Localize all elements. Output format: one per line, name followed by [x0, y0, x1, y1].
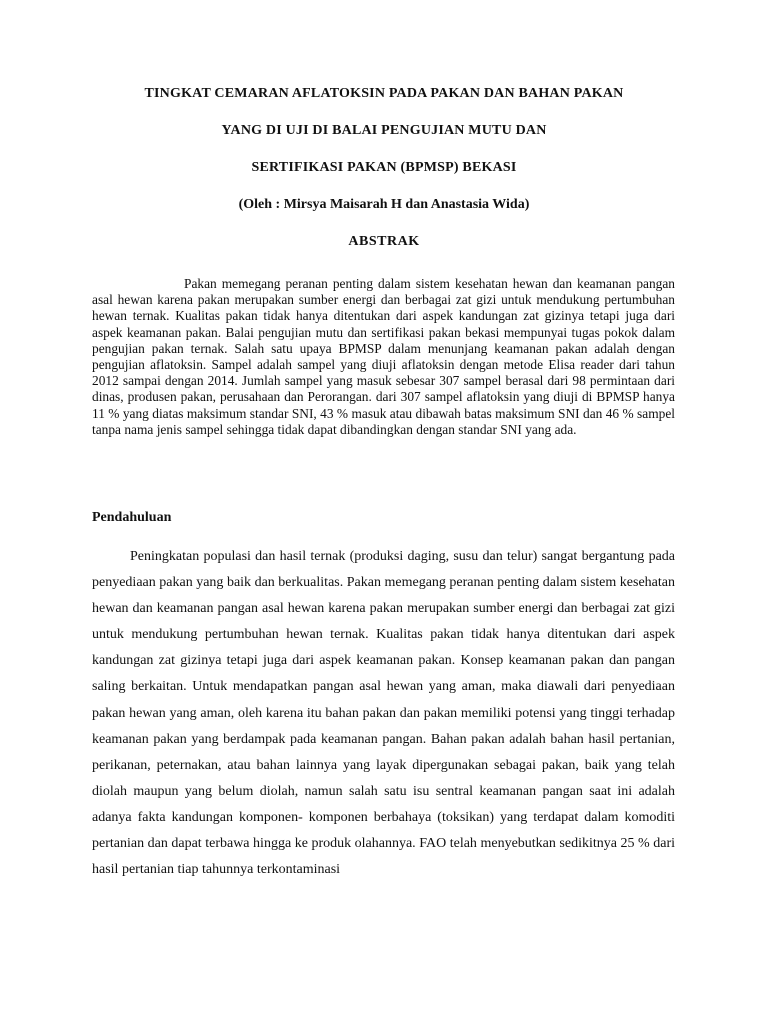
title-line-2: YANG DI UJI DI BALAI PENGUJIAN MUTU DAN	[221, 123, 547, 138]
title-line-3: SERTIFIKASI PAKAN (BPMSP) BEKASI	[251, 160, 517, 175]
title-line-1: TINGKAT CEMARAN AFLATOKSIN PADA PAKAN DAN BAHAN PAKAN	[144, 86, 624, 101]
body-paragraph: Peningkatan populasi dan hasil ternak (produksi daging, susu dan telur) sangat bergantung pada penyediaan pakan yang baik dan berkualitas. Pakan memegang peranan penting dalam sistem kesehatan hewan dan keamanan pangan asal hewan karena pakan merupakan sumber energi dan berbagai zat gizi untuk mendukung pertumbuhan hewan ternak. Kualitas pakan tidak hanya ditentukan dari aspek kandungan zat gizinya tetapi juga dari aspek keamanan pakan. Konsep keamanan pakan dan pangan saling berkaitan. Untuk mendapatkan pangan asal hewan yang aman, maka diawali dari penyediaan pakan hewan yang aman, oleh karena itu bahan pakan dan pakan memiliki potensi yang tinggi terhadap keamanan pakan yang berdampak pada keamanan pangan. Bahan pakan adalah bahan hasil pertanian, perikanan, peternakan, atau bahan lainnya yang layak dipergunakan sebagai pakan, baik yang telah diolah maupun yang belum diolah, namun salah satu isu sentral keamanan pangan saat ini adalah adanya fakta kandungan komponen- komponen berbahaya (toksikan) yang terdapat dalam komoditi pertanian dan dapat terbawa hingga ke produk olahannya. FAO telah menyebutkan sedikitnya 25 % dari hasil pertanian tiap tahunnya terkontaminasi	[92, 549, 675, 878]
title-block	[90, 86, 678, 250]
section-heading-pendahuluan: Pendahuluan	[92, 510, 172, 525]
abstract-paragraph: Pakan memegang peranan penting dalam sistem kesehatan hewan dan keamanan pangan asal hewan karena pakan merupakan sumber energi dan berbagai zat gizi untuk mendukung pertumbuhan hewan ternak. Kualitas pakan tidak hanya ditentukan dari aspek kandungan zat gizinya tetapi juga dari aspek keamanan pakan. Balai pengujian mutu dan sertifikasi pakan bekasi mempunyai tugas pokok dalam pengujian pakan ternak. Salah satu upaya BPMSP dalam menunjang keamanan pakan adalah dengan pengujian aflatoksin. Sampel adalah sampel yang diuji aflatoksin dengan metode Elisa reader dari tahun 2012 sampai dengan 2014. Jumlah sampel yang masuk sebesar 307 sampel berasal dari 98 permintaan dari dinas, produsen pakan, perusahaan dan Perorangan. dari 307 sampel aflatoksin yang diuji di BPMSP hanya 11 % yang diatas maksimum standar SNI, 43 % masuk atau dibawah batas maksimum SNI dan 46 % sampel tanpa nama jenis sampel sehingga tidak dapat dibandingkan dengan standar SNI yang ada.	[92, 276, 675, 437]
authors-line: (Oleh : Mirsya Maisarah H dan Anastasia Wida)	[238, 197, 530, 212]
abstract-heading: ABSTRAK	[348, 234, 420, 249]
